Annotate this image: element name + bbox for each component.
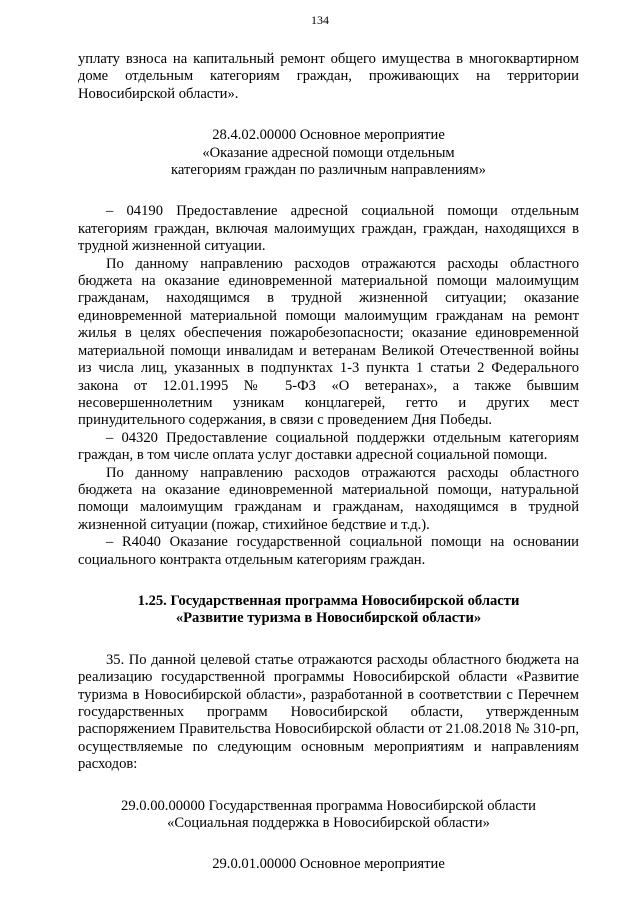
program-heading-29-0 — [78, 798, 579, 833]
paragraph-04320: – 04320 Предоставление социальной поддержки отдельным категориям граждан, в том числе оплата услуг доставки адресной социальной помощи. — [78, 429, 579, 464]
paragraph-04320-description: По данному направлению расходов отражаются расходы областного бюджета на оказание единовременной материальной помощи, натуральной помощи малоимущим гражданам и гражданам, находящимся в трудной жизненной ситуации (пожар, стихийное бедствие и т.д.). — [78, 464, 579, 533]
program-line-1: 29.0.00.00000 Государственная программа Новосибирской области — [121, 797, 536, 814]
section-title-line-2: категориям граждан по различным направлениям» — [171, 162, 486, 179]
page-number: 134 — [311, 13, 329, 27]
chapter-heading-line-2: «Развитие туризма в Новосибирской области» — [175, 610, 482, 627]
chapter-heading-1-25 — [78, 593, 579, 628]
activity-heading-29-0-01: 29.0.01.00000 Основное мероприятие — [212, 856, 445, 873]
section-code-line: 28.4.02.00000 Основное мероприятие — [212, 127, 445, 144]
paragraph-r4040: – R4040 Оказание государственной социальной помощи на основании социального контракта отдельным категориям граждан. — [78, 534, 579, 568]
section-title-line-1: «Оказание адресной помощи отдельным — [202, 144, 455, 161]
paragraph-04190-description: По данному направлению расходов отражаются расходы областного бюджета на оказание единовременной материальной помощи малоимущим гражданам, находящимся в трудной жизненной ситуации; оказание единовременной материальной помощи малоимущим гражданам на ремонт жилья в целях обеспечения пожаробезопасности; оказание единовременной материальной помощи инвалидам и ветеранам Великой Отечественной войны из числа лиц, указанных в подпунктах 1-3 пункта 1 статьи 2 Федерального закона от 12.01.1995 № 5-ФЗ «О ветеранах», а также бывшим несовершеннолетним узникам концлагерей, гетто и других мест принудительного содержания, в связи с проведением Дня Победы. — [78, 255, 579, 429]
chapter-heading-line-1: 1.25. Государственная программа Новосибирской области — [137, 592, 520, 609]
paragraph-04190: – 04190 Предоставление адресной социальной помощи отдельным категориям граждан, включая малоимущих граждан, граждан, находящихся в трудной жизненной ситуации. — [78, 203, 579, 255]
continuation-paragraph: уплату взноса на капитальный ремонт общего имущества в многоквартирном доме отдельным категориям граждан, проживающих на территории Новосибирской области». — [78, 51, 579, 102]
program-line-2: «Социальная поддержка в Новосибирской области» — [167, 815, 490, 832]
section-heading-28-4-02 — [78, 127, 579, 179]
page-content — [78, 51, 579, 874]
paragraph-35: 35. По данной целевой статье отражаются расходы областного бюджета на реализацию государственной программы Новосибирской области «Развитие туризма в Новосибирской области», разработанной в соответствии с Перечнем государственных программ Новосибирской области, утвержденным распоряжением Правительства Новосибирской области от 21.08.2018 № 310-рп, осуществляемые по следующим основным мероприятиям и направлениям расходов: — [78, 651, 579, 773]
